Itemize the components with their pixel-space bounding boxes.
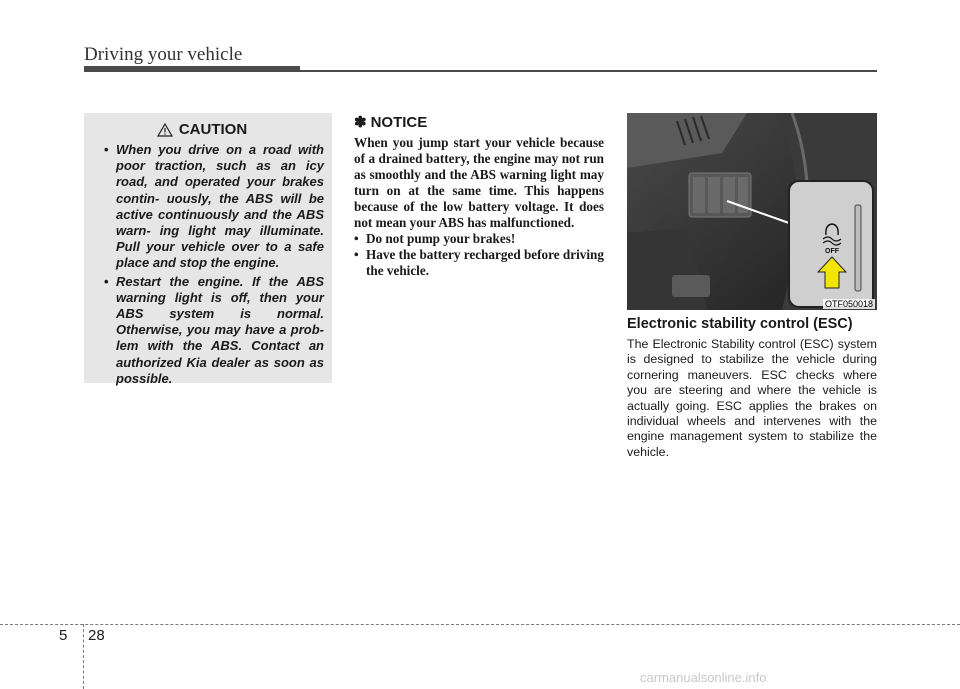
notice-item: • Do not pump your brakes! xyxy=(354,231,604,247)
caution-item: • Restart the engine. If the ABS warning light is off, then your ABS system is normal. Otherwise, you may have a prob- lem with the ABS. Contact an authorized Kia dealer as soon as possible. xyxy=(94,274,324,387)
section-title: Electronic stability control (ESC) xyxy=(627,316,853,332)
esc-switch-photo xyxy=(627,113,877,310)
notice-star-icon: ✽ xyxy=(354,114,367,131)
footer-rule xyxy=(0,624,960,625)
notice-item: • Have the battery recharged before driving the vehicle. xyxy=(354,247,604,279)
chapter-number: 5 xyxy=(59,627,68,644)
esc-off-label: OFF xyxy=(825,248,839,255)
footer-divider xyxy=(83,624,84,689)
section-body: The Electronic Stability control (ESC) system is designed to stabilize the vehicle during cornering maneuvers. ESC checks where you are steering and where the vehicle is actually going. ESC applies the brakes on individual wheels and intervenes with the engine management system to stabilize the vehicle. xyxy=(627,337,877,459)
notice-header xyxy=(354,113,604,131)
caution-item: • When you drive on a road with poor traction, such as an icy road, and operated your brakes contin- uously, the ABS will be active continuously and the ABS warn- ing light may illuminate. Pull your vehicle over to a safe place and stop the engine. xyxy=(94,142,324,272)
watermark-text: carmanualsonline.info xyxy=(640,670,767,685)
figure-caption: OTF050018 xyxy=(824,299,873,309)
caution-box xyxy=(84,113,332,386)
header-rule-thin xyxy=(300,70,877,72)
dashboard-illustration xyxy=(627,113,877,310)
notice-block xyxy=(354,113,604,279)
caution-list xyxy=(94,142,324,387)
warning-triangle-icon xyxy=(157,123,173,137)
caution-header xyxy=(80,121,324,138)
notice-title: NOTICE xyxy=(370,113,428,131)
caution-title: CAUTION xyxy=(178,121,248,138)
header-rule-thick xyxy=(84,66,300,72)
notice-body: When you jump start your vehicle because of a drained battery, the engine may not run as smoothly and the ABS warning light may turn on at the same time. This happens because of the low battery voltage. It does not mean your ABS has malfunctioned. xyxy=(354,135,604,230)
page-number: 28 xyxy=(88,627,105,644)
page-header-title: Driving your vehicle xyxy=(84,44,243,65)
notice-list xyxy=(354,231,604,279)
